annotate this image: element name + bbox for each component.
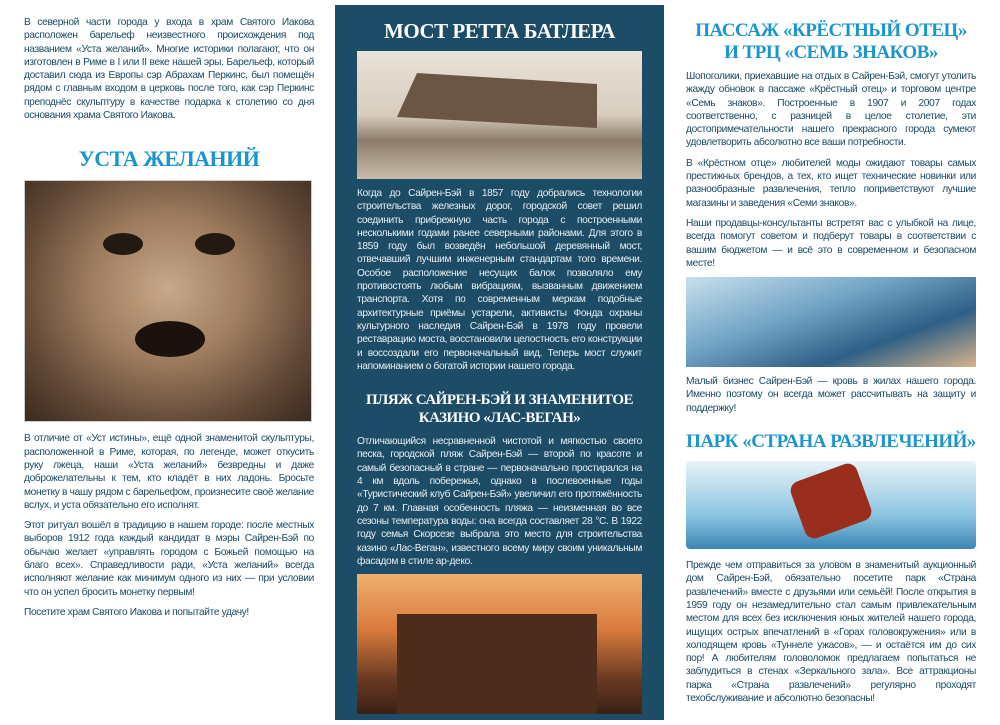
bas-relief-image xyxy=(24,180,312,422)
middle-panel xyxy=(335,5,664,720)
paragraph: Шопоголики, приехавшие на отдых в Сайрен-Бэй, смогут утолить жажду обновок в пассаже «Крёстный отец» и торговом центре «Семь знаков». Построенные в 1907 и 2007 годах соответственно, с разницей в целое столетие, эти достопримечательности нашего прекрасного города сумеют удовлетворить абсолютно все ваши потребности. xyxy=(686,71,976,149)
mall-image xyxy=(686,277,976,367)
paragraph: Этот ритуал вошёл в традицию в нашем городе: после местных выборов 1912 года каждый кандидат в мэры Сайрен-Бэй по обычаю желает «управлять городом с Божьей помощью на благо всех». Справедливости ради, «Уста желаний» всегда исполняют желание как минимум одного из них — при условии что он успел бросить монетку первым! xyxy=(24,520,314,598)
rollercoaster-image xyxy=(686,461,976,549)
paragraph: Прежде чем отправиться за уловом в знаменитый аукционный дом Сайрен-Бэй, обязательно посетите парк «Страна развлечений» вместе с друзьями или семьёй! После открытия в 1959 году он незамедлительно стал самым привлекательным местом для всех без исключения юных жителей нашего города, ищущих острых впечатлений в «Горах головокружения» или в холодящем кровь «Туннеле ужасов», — и остаётся им до сих пор! А любителям головоломок предлагаем попытаться не заблудиться в стенах «Зеркального зала». Все аттракционы парка «Страна развлечений» регулярно проходят техобслуживание и абсолютно безопасны! xyxy=(686,560,976,705)
heading-beach-casino: ПЛЯЖ САЙРЕН-БЭЙ И ЗНАМЕНИТОЕ КАЗИНО «ЛАС-ВЕГАН» xyxy=(366,392,633,427)
paragraph: В «Крёстном отце» любителей моды ожидают товары самых престижных брендов, а тех, кто ищет технические новинки или разнообразные развлечения, тепло поприветствуют лучшие магазины и заведения «Семи знаков». xyxy=(686,157,976,209)
paragraph: Когда до Сайрен-Бэй в 1857 году добрались технологии строительства железных дорог, городской совет решил соединить прибрежную часть города с построенными несколькими годами ранее северными районами. Для этого в 1859 году был возведён небольшой деревянный мост, отвечавший лучшим инженерным стандартам того времени. Особое расположение несущих балок позволяло ему противостоять любым вибрациям, вызванным движением транспорта. Хотя по современным меркам подобные архитектурные приёмы устарели, активисты Фонда охраны культурного наследия Сайрен-Бэй в 1978 году провели реставрацию моста, восстановили целостность его конструкции и воссоздали его первоначальный вид. Теперь мост служит напоминанием о богатой истории нашего города. xyxy=(357,188,642,372)
heading-passage-mall: ПАССАЖ «КРЁСТНЫЙ ОТЕЦ» И ТРЦ «СЕМЬ ЗНАКОВ» xyxy=(695,20,967,63)
heading-mouth-of-wishes: УСТА ЖЕЛАНИЙ xyxy=(78,146,260,172)
heading-bridge: МОСТ РЕТТА БАТЛЕРА xyxy=(384,19,615,43)
left-column xyxy=(24,16,314,626)
heading-amusement-park: ПАРК «СТРАНА РАЗВЛЕЧЕНИЙ» xyxy=(686,431,976,453)
paragraph: В отличие от «Уст истины», ещё одной знаменитой скульптуры, расположенной в Риме, которая, по легенде, может откусить руку лжеца, наши «Уста желаний» безвредны и даже доброжелательны к тем, кто кладёт в них ладонь. Бросьте монетку в чашу рядом с барельефом, произнесите своё желание вслух, и уста обязательно его исполнят. xyxy=(24,433,314,511)
right-column xyxy=(686,14,976,712)
paragraph: Отличающийся несравненной чистотой и мягкостью своего песка, городской пляж Сайрен-Бэй — второй по красоте и самый безопасный в стране — первоначально простирался на 4 км вдоль побережья, однако в послевоенные годы «Туристический клуб Сайрен-Бэй» увеличил его протяжённость до 7 км. Главная особенность пляжа — неизменная во все сезоны температура воды: она всегда составляет 28 °C. В 1922 году семья Скорсезе выбрала это место для строительства казино «Лас-Веган», известного всему миру своим уникальным фасадом в стиле ар-деко. xyxy=(357,436,642,567)
casino-image xyxy=(357,574,642,714)
paragraph: Наши продавцы-консультанты встретят вас с улыбкой на лице, всегда помогут советом и подберут товары в соответствии с вашим бюджетом — и всё это в современном и безопасном месте! xyxy=(686,217,976,269)
paragraph: Малый бизнес Сайрен-Бэй — кровь в жилах нашего города. Именно поэтому он всегда может рассчитывать на защиту и поддержку! xyxy=(686,376,976,414)
intro-text: В северной части города у входа в храм Святого Иакова расположен барельеф неизвестного происхождения под названием «Уста желаний». Многие историки полагают, что он изготовлен в Риме в I или II веке нашей эры. Барельеф, который доставил сюда из Европы сэр Абрахам Перкинс, был помещён рядом с главным входом в церковь после того, как сэр Перкинс преподнёс скульптуру в качестве подарка к столетию со дня основания храма Святого Иакова. xyxy=(24,17,314,122)
bridge-image xyxy=(357,51,642,179)
paragraph: Посетите храм Святого Иакова и попытайте удачу! xyxy=(24,606,249,618)
